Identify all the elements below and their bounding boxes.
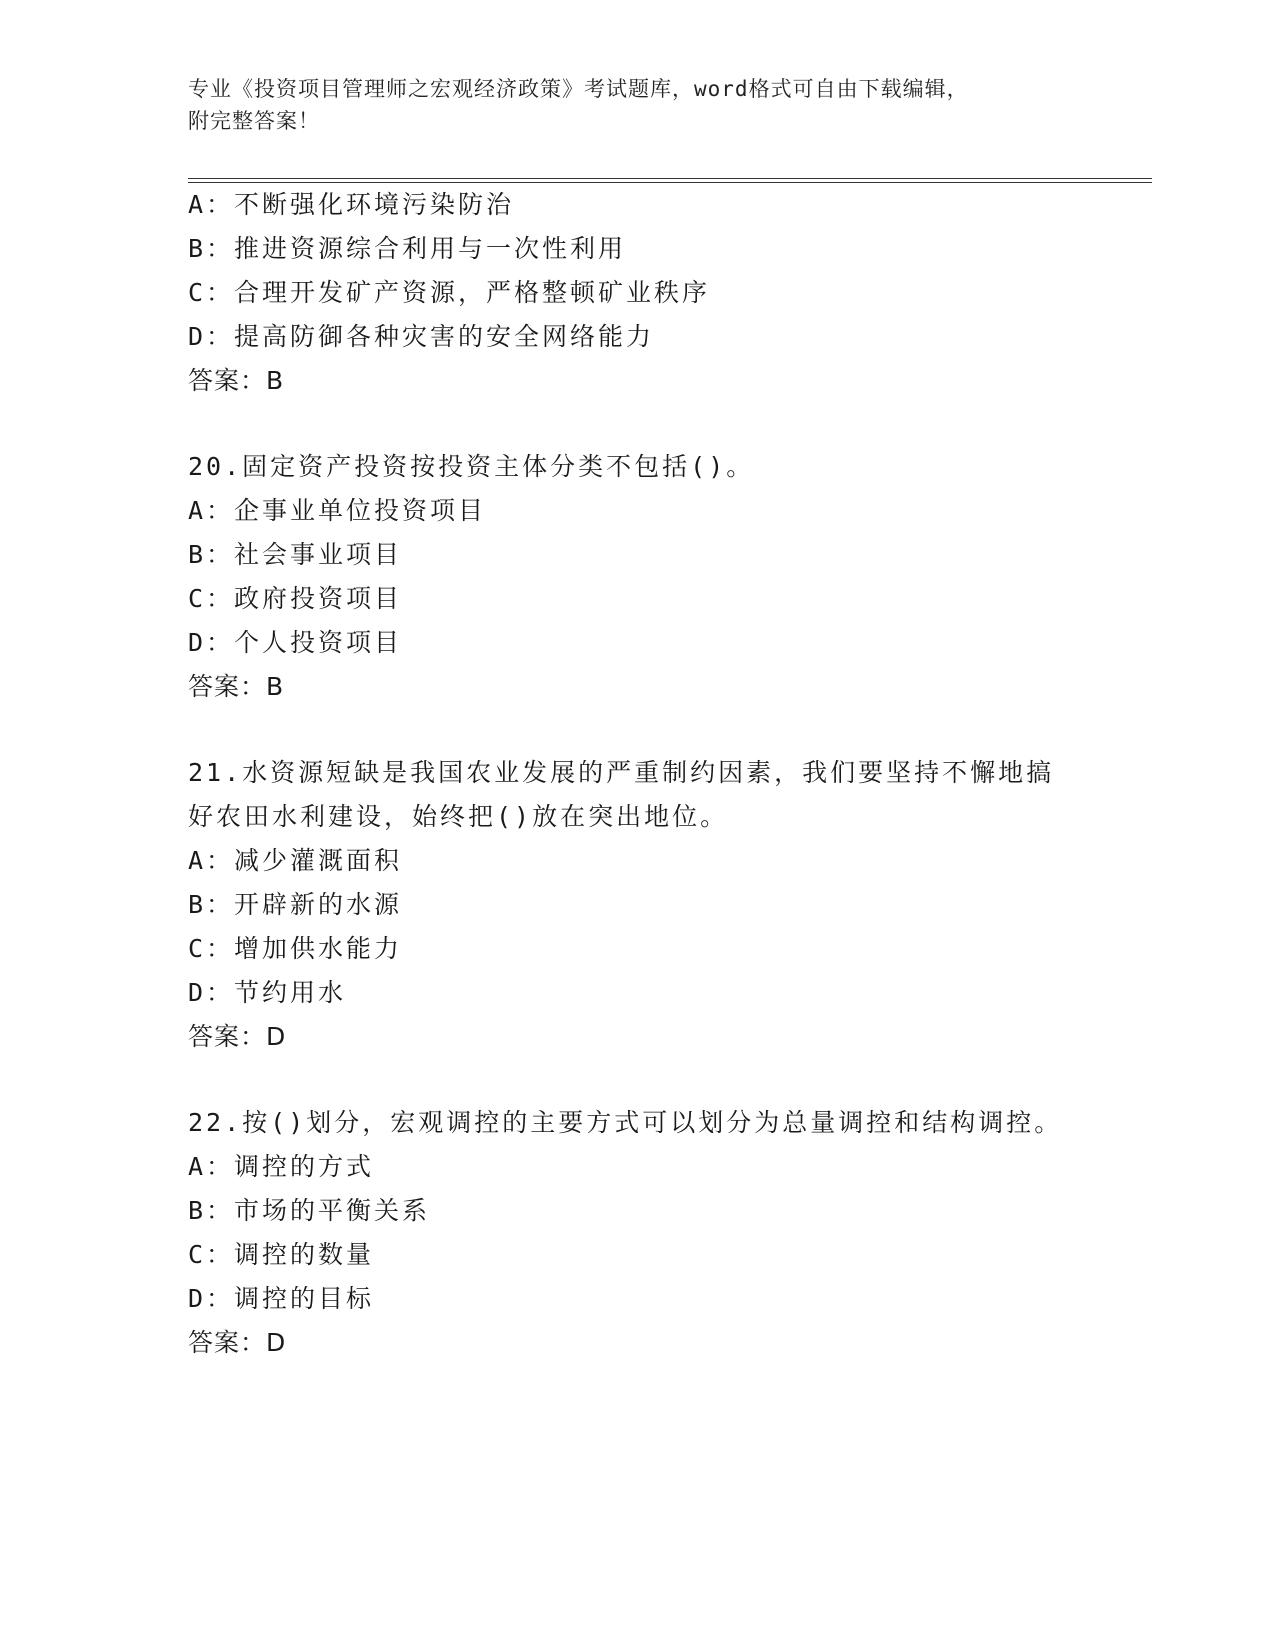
q22-stem: 22.按()划分，宏观调控的主要方式可以划分为总量调控和结构调控。 [188,1108,1063,1137]
q21-option-b: B：开辟新的水源 [188,890,403,919]
q21-option-c: C：增加供水能力 [188,934,403,963]
q19-option-b: B：推进资源综合利用与一次性利用 [188,234,627,263]
q19-option-d: D：提高防御各种灾害的安全网络能力 [188,322,655,351]
header-line-1: 专业《投资项目管理师之宏观经济政策》考试题库，word格式可自由下载编辑， [188,77,969,101]
q21-answer: 答案：D [188,1022,287,1051]
q22-option-a: A：调控的方式 [188,1152,375,1181]
q22-option-b: B：市场的平衡关系 [188,1196,431,1225]
q19-answer: 答案：B [188,366,285,395]
document-header [188,73,1088,137]
header-divider-top [188,178,1152,179]
q21-stem-line-1: 21.水资源短缺是我国农业发展的严重制约因素，我们要坚持不懈地搞 [188,758,1055,787]
q22-option-c: C：调控的数量 [188,1240,375,1269]
q20-option-a: A：企事业单位投资项目 [188,496,487,525]
q19-option-c: C：合理开发矿产资源，严格整顿矿业秩序 [188,278,711,307]
q21-option-a: A：减少灌溉面积 [188,846,403,875]
q20-option-b: B：社会事业项目 [188,540,403,569]
q20-stem: 20.固定资产投资按投资主体分类不包括()。 [188,452,755,481]
q19-option-a: A：不断强化环境污染防治 [188,190,515,219]
q20-answer: 答案：B [188,672,285,701]
header-line-2: 附完整答案！ [188,109,320,133]
q20-option-c: C：政府投资项目 [188,584,403,613]
q20-option-d: D：个人投资项目 [188,628,403,657]
q21-option-d: D：节约用水 [188,978,347,1007]
q22-answer: 答案：D [188,1328,287,1357]
q22-option-d: D：调控的目标 [188,1284,375,1313]
q21-stem-line-2: 好农田水利建设，始终把()放在突出地位。 [188,802,729,831]
header-divider-bottom [188,182,1152,183]
